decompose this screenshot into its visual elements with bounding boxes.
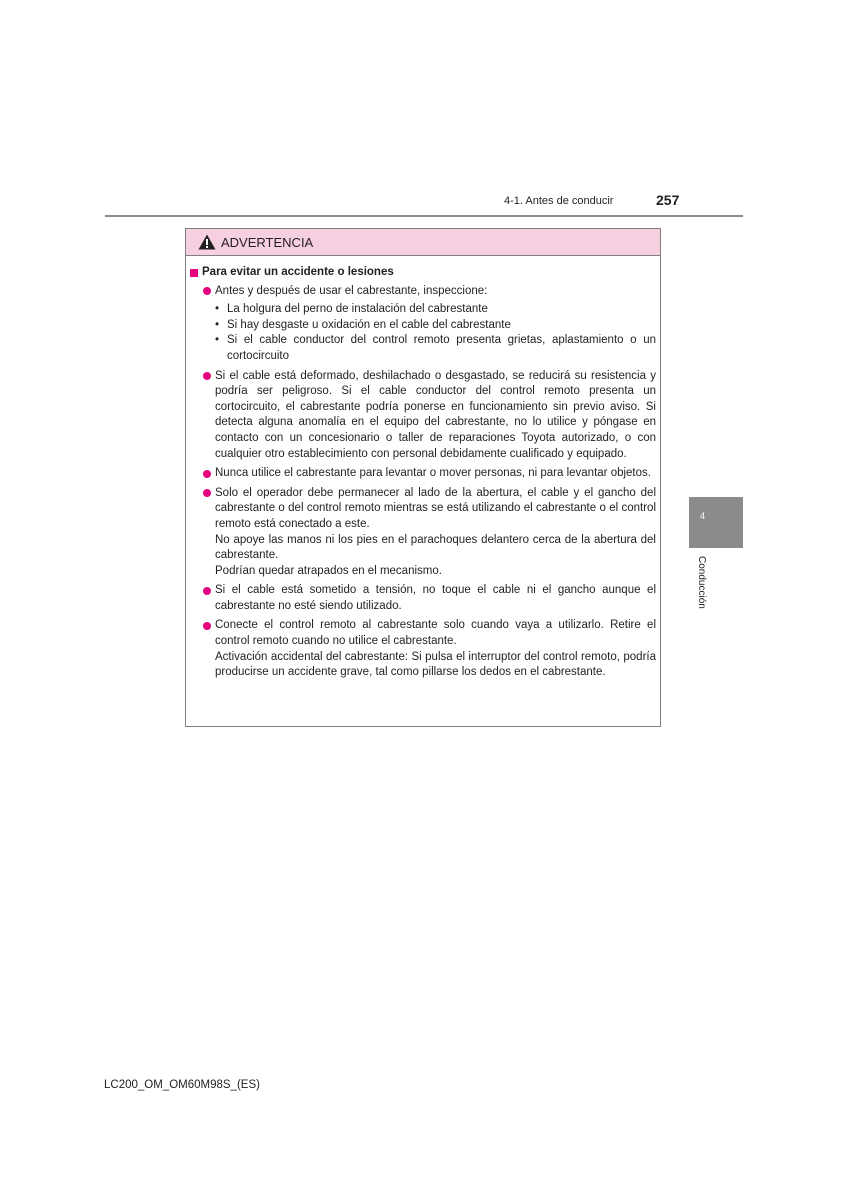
item-paragraph: Activación accidental del cabrestante: Si pulsa el interruptor del control remoto, podría producirse un accidente grave, tal como pillarse los dedos en el cabrestante. — [215, 650, 656, 679]
warning-body — [186, 256, 660, 681]
warning-header — [186, 229, 660, 256]
chapter-number: 4 — [700, 511, 706, 521]
circle-bullet-icon — [203, 587, 211, 595]
item-paragraph: Antes y después de usar el cabrestante, inspeccione: — [215, 284, 488, 297]
circle-bullet-icon — [203, 287, 211, 295]
page-number: 257 — [656, 192, 680, 208]
sub-item-text: Si el cable conductor del control remoto presenta grietas, aplastamiento o un cortocircuito — [227, 334, 656, 362]
warning-list-item — [190, 466, 656, 482]
sub-list-item — [215, 333, 656, 364]
chapter-label: Conducción — [696, 556, 707, 609]
circle-bullet-icon — [203, 470, 211, 478]
sub-list-item — [215, 318, 656, 334]
section-title-text: Para evitar un accidente o lesiones — [202, 266, 394, 278]
warning-list-item — [190, 486, 656, 580]
circle-bullet-icon — [203, 372, 211, 380]
dot-bullet-icon: • — [215, 303, 220, 316]
warning-triangle-icon — [198, 234, 216, 250]
item-paragraph: No apoye las manos ni los pies en el parachoques delantero cerca de la abertura del cabrestante. — [215, 533, 656, 562]
warning-list-item — [190, 583, 656, 614]
item-paragraph: Solo el operador debe permanecer al lado de la abertura, el cable y el gancho del cabrestante o del control remoto mientras se está utilizando el cabrestante o el control remoto está conectado a este. — [215, 486, 656, 530]
warning-box — [185, 228, 661, 727]
chapter-tab — [689, 497, 743, 548]
sub-item-text: Si hay desgaste u oxidación en el cable del cabrestante — [227, 318, 511, 331]
sub-item-list — [215, 302, 656, 364]
header-divider — [105, 215, 743, 217]
warning-list-item — [190, 618, 656, 680]
circle-bullet-icon — [203, 489, 211, 497]
warning-title: ADVERTENCIA — [221, 234, 314, 250]
warning-items-list — [190, 284, 656, 681]
header-section-title: 4-1. Antes de conducir — [504, 195, 614, 207]
warning-section-title — [190, 265, 656, 281]
footer-document-code: LC200_OM_OM60M98S_(ES) — [104, 1079, 260, 1091]
item-paragraph: Nunca utilice el cabrestante para levantar o mover personas, ni para levantar objetos. — [215, 467, 651, 480]
dot-bullet-icon: • — [215, 334, 220, 347]
item-paragraph: Si el cable está sometido a tensión, no toque el cable ni el gancho aunque el cabrestante no esté siendo utilizado. — [215, 584, 656, 612]
item-paragraph: Si el cable está deformado, deshilachado o desgastado, se reducirá su resistencia y podría ser peligroso. Si el cable conductor del control remoto presenta un cortocircuito, el cabrestante podría ponerse en funcionamiento sin previo aviso. Si detecta alguna anomalía en el equipo del cabrestante, no lo utilice y póngase en contacto con un concesionario o taller de reparaciones Toyota autorizado, o con cualquier otro establecimiento con personal debidamente cualificado y equipado. — [215, 369, 656, 460]
circle-bullet-icon — [203, 622, 211, 630]
dot-bullet-icon: • — [215, 318, 220, 331]
warning-list-item — [190, 284, 656, 365]
warning-list-item — [190, 369, 656, 463]
item-paragraph: Conecte el control remoto al cabrestante solo cuando vaya a utilizarlo. Retire el control remoto cuando no utilice el cabrestante. — [215, 619, 656, 648]
square-bullet-icon — [190, 269, 198, 277]
sub-list-item — [215, 302, 656, 318]
item-paragraph: Podrían quedar atrapados en el mecanismo. — [215, 564, 442, 577]
sub-item-text: La holgura del perno de instalación del cabrestante — [227, 303, 488, 316]
